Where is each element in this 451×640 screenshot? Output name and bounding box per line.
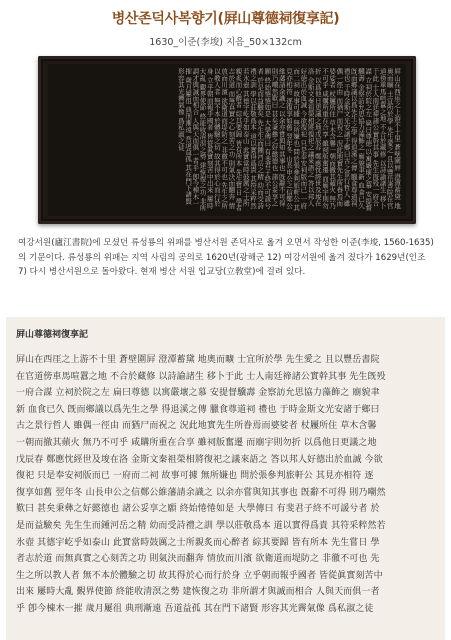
transcription-heading: 屛山尊德祠復享記: [16, 330, 89, 340]
transcription-line: 乎 卽今棟木一摧 歲月屢徂 典刑漸遠 吾道益孤 其在門下諸賢 形容其光霽氣像 爲私淑之徒: [16, 603, 374, 614]
transcription-line: 一府合謀 立祠於院之左 扁曰尊德 以寓嚴壞之慕 安提督驥壽 金察訪允思協力藻飾之 廟貌聿: [16, 388, 380, 399]
transcription-panel: [6, 317, 445, 640]
transcription-line: 出來 屢時大亂 覲界使節 終能收清溟之勢 建恢復之功 非所謂才與誠而相合 人與天而俱一者: [16, 587, 380, 598]
transcription-line: 是而益驗矣 先生生而鍾河岳之精 幼而受詩禮之訓 學以莊敬爲本 道以實得爲貴 其符采粹然若: [16, 520, 386, 531]
transcription-line: 復享如舊 翌年冬 山長申公之信鄭公維藩請余識之 以余亦嘗與知其事也 旣辭不可得 則乃嘲然: [16, 487, 386, 498]
transcription-line: 在官道傍車馬喧囂之地 不合於藏修 以詩諭諸生 移卜于此 士人南廷禘諸公實幹其事 先生旣殁: [16, 371, 386, 382]
transcription-line: 者志於道 而無真實之心刻苦之功 則氣決而翻奔 情放而川濱 欲衛道而堤防之 非徹不可也 先: [16, 554, 380, 565]
image-caption: 1630_이준(李埈) 지음_50×132cm: [149, 37, 302, 48]
transcription-line: 屛山在西厓之上游不十里 蒼壁圍屛 澄潭蓄黛 地奧而曠 士宜所於學 先生愛之 且以豐岳書院: [16, 355, 380, 365]
signboard-photo: [38, 56, 416, 224]
description-paragraph: 여강서원(廬江書院)에 모셨던 류성룡의 위패를 병산서원 존덕사로 옮겨 오면서 작성한 이준(李埈, 1560-1635)의 기문이다. 류성룡의 위패는 지역 사림의 공의로 1620년(광해군 12) 여강서원에 옮겨 졌다가 1629년(인조 7) 다시 병산서원으로 돌아왔다. 현재 병산 서원 입교당(立敎堂)에 걸려 있다.: [18, 238, 434, 277]
transcription-line: 古之景行哲人 雖偶一徑由 而猶尸而祝之 況此地實先生所眷焉而婆娑者 杖屨所住 草木含馨: [16, 421, 377, 432]
transcription-line: 歎曰 甚矣秉彝之好懿德也 諸公妥享之願 終始惓惓如是 大學傳曰 有斐君子終不可諼兮者 於: [16, 504, 380, 515]
transcription-line: 氷壺 其德宇屹乎如泰山 此實當時鼓厲之士所親炙而心醉者 綜其要歸 皆有所本 先生嘗日 學: [16, 537, 380, 548]
transcription-line: 復祀 只是奉安祠版而已 一府而二祠 故事可據 無所嫌也 問於張參判旅軒公 其見亦相符 逐: [16, 471, 374, 482]
transcription-body: [16, 352, 436, 618]
signboard-inscription: 屛山在西厓之上游不十里 蒼壁圍屛 澄潭蓄黛 地奧而曠 士宜所於學 先生愛之 且以豐岳書院在官道傍車馬喧囂之地 不合於藏修 以詩諭諸生 移卜于此 士人南廷禘諸公實幹其事 先生旣殁一府合謀 立祠於院之左 扁曰尊德 以寓嚴壞之慕 安提督驥壽 金察訪允思協力藻飾之 廟貌聿新 血食已久 旣而鄉議以爲先生之學 得退溪之傳 臘食尊道祠 禮也 于時金斯文光安諸于鄉曰古之景行哲人 雖偶一徑由 而猶尸而祝之 況此地實先生所眷焉而婆娑者 杖屨所住 草木含馨一朝而撤其蘋火 無乃不可乎 咸購所重在合享 雖祠版奮遷 而廟宇則勿折 以爲他日更議之地戊辰春 鄭應忱經世及埈在洛 金斯文秦祖榮相將復祀之議來語之 答以邦人好德出於血誠 今欲復祀 只是奉安祠版而已 一府而二祠 故事可據 無所嫌也 問於張參判旅軒公 其見亦相符 逐復享如舊 翌年冬 山長申公之信鄭公維藩請余識之 以余亦嘗與知其事也 旣辭不可得 則乃嘲然歎曰 甚矣秉彝之好懿德也 諸公妥享之願 終始惓惓如是 大學傳曰 有斐君子終不可諼兮者 於是而益驗矣 先生生而鍾河岳之精 幼而受詩禮之訓 學以莊敬爲本 道以實得爲貴 其符采粹然若氷壺 其德宇屹乎如泰山 此實當時鼓厲之士所親炙而心醉者 綜其要歸 皆有所本 先生嘗日 學者志於道 而無真實之心刻苦之功 則氣決而翻奔 情放而川濱 欲衛道而堤防之 非徹不可也 先生之所以教人者 無不本於體驗之切 故其得於心而行於身 立乎朝而報乎國者 皆從眞實刻苦中出來 屢時大亂 覲界使節 終能收清溟之勢 建恢復之功 非所謂才與誠而相合 人與天而俱一者乎 卽今棟木一摧 歲月屢徂 典刑漸遠 吾道益孤 其在門下諸賢 形容其光霽氣像 爲私淑之徒: [176, 68, 401, 212]
signboard-frame: [38, 56, 416, 224]
signboard-surface: [48, 64, 406, 216]
transcription-line: 戊辰春 鄭應忱經世及埈在洛 金斯文秦祖榮相將復祀之議來語之 答以邦人好德出於血誠 今欲: [16, 454, 383, 465]
transcription-line: 一朝而撤其蘋火 無乃不可乎 咸購所重在合享 雖祠版奮遷 而廟宇則勿折 以爲他日更議之地: [16, 437, 377, 448]
page-title: 병산존덕사복향기(屛山尊德祠復享記): [111, 11, 340, 27]
transcription-line: 新 血食已久 旣而鄉議以爲先生之學 得退溪之傳 臘食尊道祠 禮也 于時金斯文光安諸于鄉曰: [16, 404, 380, 415]
transcription-line: 生之所以教人者 無不本於體驗之切 故其得於心而行於身 立乎朝而報乎國者 皆從眞實刻苦中: [16, 570, 383, 581]
